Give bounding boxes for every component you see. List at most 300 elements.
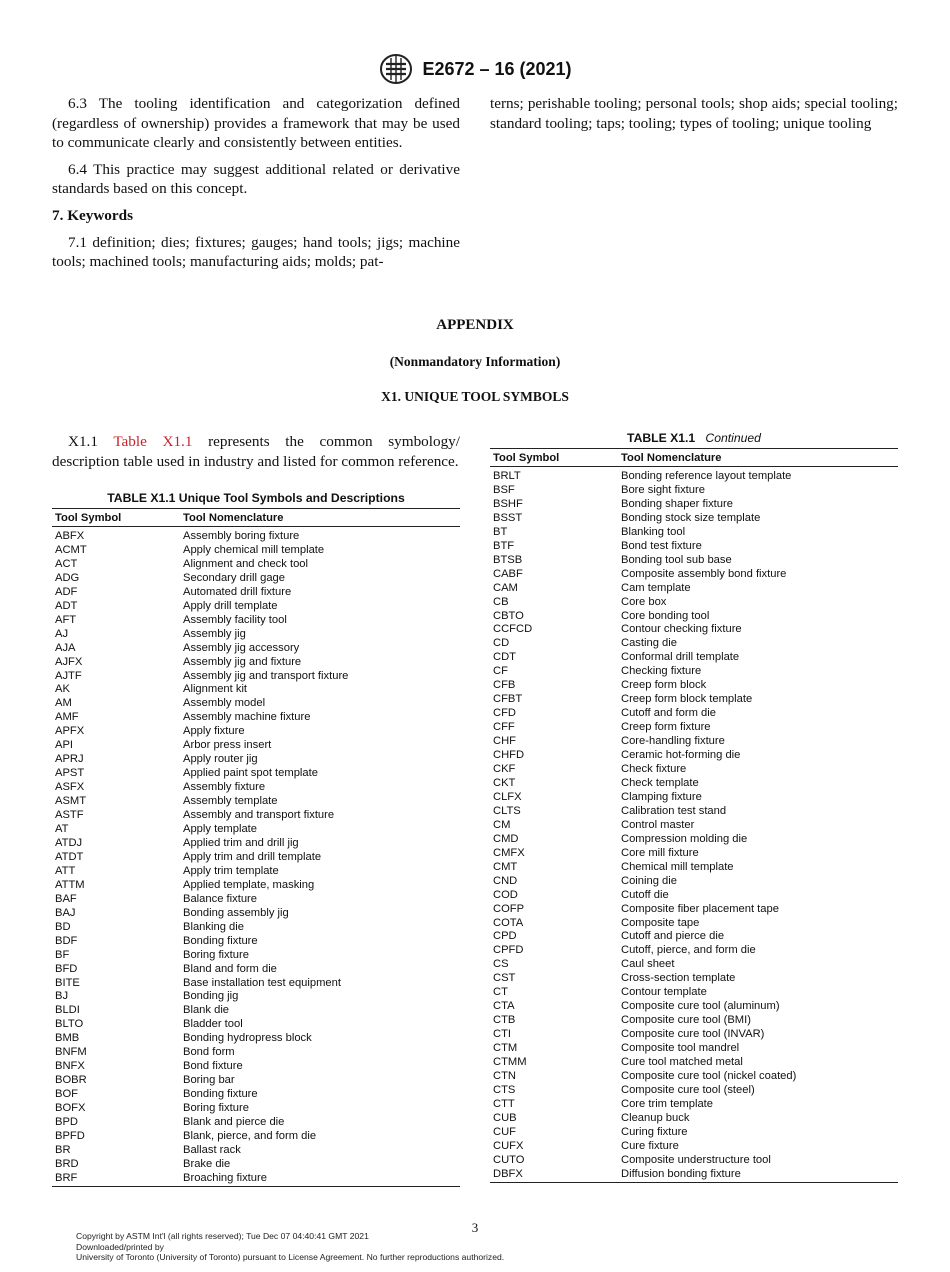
tool-symbol-cell: ASFX — [55, 781, 85, 794]
tool-nomenclature-cell: Composite cure tool (aluminum) — [621, 1000, 780, 1013]
table-row — [490, 498, 898, 512]
tool-symbol-cell: COTA — [493, 916, 524, 929]
tool-symbol-cell: BNFM — [55, 1046, 87, 1059]
table-row — [52, 1088, 460, 1102]
table-row — [52, 711, 460, 725]
table-row — [490, 467, 898, 484]
tool-symbol-cell: BMB — [55, 1032, 80, 1045]
tool-symbol-cell: BFD — [55, 962, 78, 975]
table-row — [490, 1014, 898, 1028]
tool-symbol-cell: API — [55, 739, 74, 752]
tool-nomenclature-cell: Assembly jig and transport fixture — [183, 669, 349, 682]
tool-nomenclature-cell: Bore sight fixture — [621, 483, 705, 496]
table-row — [52, 907, 460, 921]
tool-symbol-cell: CPFD — [493, 944, 524, 957]
tool-symbol-cell: DBFX — [493, 1167, 523, 1180]
table-row — [490, 596, 898, 610]
tool-symbol-cell: ACT — [55, 557, 78, 570]
table-row — [490, 986, 898, 1000]
tool-nomenclature-cell: Composite tape — [621, 916, 700, 929]
tool-symbol-cell: CTT — [493, 1097, 515, 1110]
table-caption: TABLE X1.1 Unique Tool Symbols and Descriptions — [107, 491, 405, 505]
tool-nomenclature-cell: Cutoff, pierce, and form die — [621, 944, 756, 957]
table-caption-label: TABLE X1.1 — [627, 431, 696, 445]
tool-nomenclature-cell: Bladder tool — [183, 1018, 243, 1031]
table-row — [52, 1144, 460, 1158]
tool-symbol-cell: BNFX — [55, 1060, 85, 1073]
table-row — [52, 1130, 460, 1144]
table-row — [490, 917, 898, 931]
tool-nomenclature-cell: Applied template, masking — [183, 878, 315, 891]
table-row — [490, 791, 898, 805]
table-row — [490, 1070, 898, 1084]
table-row — [52, 767, 460, 781]
appendix-title: APPENDIX — [436, 317, 514, 333]
table-row — [52, 572, 460, 586]
column-header-tool-symbol: Tool Symbol — [490, 449, 618, 467]
tool-symbol-cell: COFP — [493, 902, 525, 915]
tool-symbol-cell: COD — [493, 888, 518, 901]
table-row — [490, 582, 898, 596]
tool-symbol-cell: CTMM — [493, 1056, 527, 1069]
table-row — [490, 1098, 898, 1112]
tool-symbol-cell: ABFX — [55, 530, 85, 542]
tool-nomenclature-cell: Cutoff and pierce die — [621, 930, 725, 943]
table-row — [52, 683, 460, 697]
tool-nomenclature-cell: Calibration test stand — [621, 804, 727, 817]
tool-symbol-cell: ATT — [55, 864, 76, 877]
tool-symbol-cell: ASMT — [55, 795, 87, 808]
tool-symbol-cell: BDF — [55, 934, 78, 947]
tool-nomenclature-cell: Composite cure tool (INVAR) — [621, 1028, 765, 1041]
tool-nomenclature-cell: Caul sheet — [621, 958, 675, 971]
tool-symbol-cell: BPFD — [55, 1129, 85, 1142]
page-number: 3 — [471, 1220, 479, 1235]
tool-nomenclature-cell: Ceramic hot-forming die — [621, 749, 741, 762]
table-row — [52, 851, 460, 865]
tool-symbol-cell: ASTF — [55, 809, 84, 822]
tool-nomenclature-cell: Boring bar — [183, 1074, 235, 1087]
tool-nomenclature-cell: Composite understructure tool — [621, 1153, 771, 1166]
tool-symbol-cell: BAF — [55, 892, 77, 905]
table-row — [52, 739, 460, 753]
tool-nomenclature-cell: Cam template — [621, 581, 691, 594]
footer-line-license: University of Toronto (University of Toronto) pursuant to License Agreement. No further reproductions authorized. — [76, 1252, 505, 1263]
tool-symbol-cell: CND — [493, 874, 518, 887]
tool-nomenclature-cell: Apply fixture — [183, 725, 245, 738]
tool-symbol-cell: CMFX — [493, 846, 525, 859]
table-row — [490, 1084, 898, 1098]
appendix-subtitle: (Nonmandatory Information) — [389, 354, 561, 369]
tool-symbol-cell: ATTM — [55, 878, 85, 891]
keywords-heading: 7. Keywords — [52, 206, 133, 224]
table-row — [52, 1046, 460, 1060]
tool-nomenclature-cell: Bonding jig — [183, 990, 239, 1003]
tool-symbol-cell: BF — [55, 948, 70, 961]
tool-nomenclature-cell: Assembly jig accessory — [183, 641, 300, 654]
tool-nomenclature-cell: Apply router jig — [183, 753, 258, 766]
tool-symbol-cell: AJ — [55, 627, 69, 640]
tool-nomenclature-cell: Apply drill template — [183, 599, 278, 612]
tool-nomenclature-cell: Alignment kit — [183, 683, 248, 696]
table-row — [490, 1126, 898, 1140]
tool-symbol-cell: ADG — [55, 571, 80, 584]
tool-symbol-cell: CKT — [493, 776, 516, 789]
table-row — [490, 777, 898, 791]
tool-symbol-cell: CUFX — [493, 1139, 524, 1152]
tool-symbol-cell: CMD — [493, 832, 519, 845]
table-row — [52, 990, 460, 1004]
tool-symbol-cell: BSF — [493, 483, 515, 496]
tool-nomenclature-cell: Check fixture — [621, 763, 687, 776]
table-row — [490, 875, 898, 889]
table-row — [52, 614, 460, 628]
tool-nomenclature-cell: Cleanup buck — [621, 1111, 690, 1124]
tool-symbol-cell: BLTO — [55, 1018, 84, 1031]
tool-nomenclature-cell: Creep form fixture — [621, 721, 711, 734]
paragraph-x1-1 — [52, 432, 460, 471]
tool-nomenclature-cell: Bonding hydropress block — [183, 1032, 312, 1045]
table-row — [490, 889, 898, 903]
paragraph-7-1-continued: terns; perishable tooling; personal tools; shop aids; special tooling; standard tooling; taps; tooling; types of tooling; unique tooling — [490, 95, 898, 132]
table-row — [52, 1172, 460, 1186]
tool-nomenclature-cell: Creep form block — [621, 679, 707, 692]
tool-nomenclature-cell: Cure tool matched metal — [621, 1056, 743, 1069]
tool-nomenclature-cell: Blanking tool — [621, 525, 686, 538]
tool-nomenclature-cell: Apply chemical mill template — [183, 543, 325, 556]
tool-symbol-cell: BOBR — [55, 1074, 87, 1087]
table-row — [490, 526, 898, 540]
footer-line-copyright: Copyright by ASTM Int'l (all rights reserved); Tue Dec 07 04:40:41 GMT 2021 — [76, 1231, 369, 1241]
tool-symbol-cell: CS — [493, 958, 509, 971]
tool-symbol-cell: CBTO — [493, 609, 524, 622]
tool-symbol-cell: BAJ — [55, 906, 76, 919]
tool-nomenclature-cell: Bonding fixture — [183, 934, 258, 947]
table-row — [490, 930, 898, 944]
tool-symbol-cell: CST — [493, 972, 516, 985]
tool-symbol-cell: CTA — [493, 1000, 515, 1013]
tool-symbol-cell: CF — [493, 665, 508, 678]
tool-symbol-cell: BRD — [55, 1157, 79, 1170]
tool-nomenclature-cell: Assembly boring fixture — [183, 530, 300, 542]
table-row — [490, 1140, 898, 1154]
tool-nomenclature-cell: Contour checking fixture — [621, 623, 742, 636]
copyright-footer — [76, 1231, 504, 1263]
tool-symbol-cell: BTF — [493, 539, 515, 552]
table-row — [52, 921, 460, 935]
table-row — [490, 665, 898, 679]
x1-1-prefix: X1.1 — [68, 433, 114, 450]
tool-symbol-cell: CPD — [493, 930, 517, 943]
table-row — [52, 725, 460, 739]
tool-nomenclature-cell: Blank, pierce, and form die — [183, 1129, 317, 1142]
table-row — [52, 544, 460, 558]
tool-symbol-cell: APRJ — [55, 753, 84, 766]
tool-symbol-cell: BPD — [55, 1116, 79, 1129]
table-row — [490, 610, 898, 624]
table-row — [52, 865, 460, 879]
table-row — [52, 1018, 460, 1032]
tool-nomenclature-cell: Alignment and check tool — [183, 557, 309, 570]
tool-nomenclature-cell: Composite tool mandrel — [621, 1042, 740, 1055]
table-row — [52, 963, 460, 977]
tool-nomenclature-cell: Clamping fixture — [621, 790, 702, 803]
tool-nomenclature-cell: Assembly machine fixture — [183, 711, 311, 724]
tool-symbol-cell: CHF — [493, 735, 516, 748]
tool-nomenclature-cell: Conformal drill template — [621, 651, 740, 664]
tool-symbol-cell: CFB — [493, 679, 516, 692]
column-header-tool-nomenclature: Tool Nomenclature — [180, 509, 460, 527]
tool-nomenclature-cell: Bond form — [183, 1046, 235, 1059]
footer-line-downloaded: Downloaded/printed by — [76, 1241, 164, 1252]
table-row — [490, 707, 898, 721]
table-row — [52, 558, 460, 572]
tool-nomenclature-cell: Blanking die — [183, 920, 244, 933]
tool-symbol-cell: CAM — [493, 581, 518, 594]
table-row — [52, 1116, 460, 1130]
column-header-tool-symbol: Tool Symbol — [52, 509, 180, 527]
tool-symbol-cell: CTB — [493, 1014, 516, 1027]
table-row — [52, 1004, 460, 1018]
table-row — [490, 1112, 898, 1126]
tool-symbol-cell: AJTF — [55, 669, 82, 682]
table-row — [490, 568, 898, 582]
paragraph-6-3: 6.3 The tooling identification and categorization defined (regardless of ownership) provides a framework that may be used to communicate clearly and consistently between entities. — [52, 95, 460, 152]
table-row — [490, 484, 898, 498]
section-x1-heading: X1. UNIQUE TOOL SYMBOLS — [381, 389, 569, 404]
tool-symbol-cell: CUB — [493, 1111, 517, 1124]
tool-symbol-cell: BOF — [55, 1088, 78, 1101]
tool-symbol-cell: BRLT — [493, 470, 521, 482]
table-row — [52, 781, 460, 795]
tool-nomenclature-cell: Composite cure tool (steel) — [621, 1083, 755, 1096]
table-row — [52, 893, 460, 907]
tool-nomenclature-cell: Creep form block template — [621, 693, 753, 706]
tool-symbol-cell: AFT — [55, 613, 77, 626]
tool-symbol-cell: ACMT — [55, 543, 87, 556]
tool-nomenclature-cell: Secondary drill gage — [183, 571, 285, 584]
tool-nomenclature-cell: Assembly fixture — [183, 781, 266, 794]
tool-nomenclature-cell: Bland and form die — [183, 962, 277, 975]
table-row — [52, 949, 460, 963]
table-caption-continued — [490, 430, 898, 446]
tool-nomenclature-cell: Compression molding die — [621, 832, 748, 845]
tool-symbol-cell: AK — [55, 683, 70, 696]
tool-symbol-cell: CD — [493, 637, 510, 650]
tool-symbol-cell: BD — [55, 920, 71, 933]
table-row — [52, 642, 460, 656]
tool-symbol-cell: CDT — [493, 651, 516, 664]
table-row — [490, 833, 898, 847]
table-row — [490, 1042, 898, 1056]
table-row — [52, 753, 460, 767]
tool-nomenclature-cell: Brake die — [183, 1157, 231, 1170]
table-row — [490, 735, 898, 749]
table-row — [490, 763, 898, 777]
tool-nomenclature-cell: Contour template — [621, 986, 707, 999]
tool-symbol-cell: CTI — [493, 1028, 512, 1041]
right-text-column — [490, 94, 898, 140]
tool-symbol-cell: CLTS — [493, 804, 521, 817]
tool-nomenclature-cell: Casting die — [621, 637, 677, 650]
table-row — [52, 935, 460, 949]
standard-designation: E2672 – 16 (2021) — [422, 58, 572, 79]
tool-symbol-cell: APST — [55, 767, 85, 780]
tool-nomenclature-cell: Bonding assembly jig — [183, 906, 289, 919]
table-row — [490, 512, 898, 526]
table-row — [52, 1032, 460, 1046]
tool-nomenclature-cell: Core mill fixture — [621, 846, 699, 859]
tool-symbol-cell: CCFCD — [493, 623, 533, 636]
table-row — [490, 958, 898, 972]
tool-nomenclature-cell: Automated drill fixture — [183, 585, 292, 598]
left-text-column — [52, 94, 460, 279]
table-x1-1-right — [490, 430, 898, 1183]
tool-nomenclature-cell: Boring fixture — [183, 1102, 249, 1115]
tool-symbol-cell: CTM — [493, 1042, 518, 1055]
tool-nomenclature-cell: Apply trim and drill template — [183, 850, 322, 863]
tool-symbol-cell: CUTO — [493, 1153, 525, 1166]
tool-nomenclature-cell: Blank and pierce die — [183, 1116, 285, 1129]
table-caption-continued-label: Continued — [705, 431, 761, 445]
table-row — [490, 847, 898, 861]
tool-symbol-cell: BRF — [55, 1171, 78, 1184]
table-row — [490, 1168, 898, 1182]
tool-nomenclature-cell: Composite assembly bond fixture — [621, 567, 787, 580]
tool-nomenclature-cell: Broaching fixture — [183, 1171, 267, 1184]
tool-symbol-cell: ADF — [55, 585, 78, 598]
tool-nomenclature-cell: Assembly model — [183, 697, 266, 710]
tool-nomenclature-cell: Cure fixture — [621, 1139, 679, 1152]
table-row — [490, 1028, 898, 1042]
tool-nomenclature-cell: Core box — [621, 595, 667, 608]
tool-symbol-cell: AT — [55, 823, 69, 836]
paragraph-7-1: 7.1 definition; dies; fixtures; gauges; hand tools; jigs; machine tools; machined tools; manufacturing aids; molds; pat- — [52, 233, 460, 271]
table-row — [490, 637, 898, 651]
table-row — [490, 1154, 898, 1168]
tool-symbol-cell: CABF — [493, 567, 523, 580]
tool-symbol-cell: BITE — [55, 976, 80, 989]
tool-symbol-cell: CMT — [493, 860, 518, 873]
tool-symbol-cell: BSHF — [493, 497, 523, 510]
tool-nomenclature-cell: Coining die — [621, 874, 677, 887]
table-row — [490, 819, 898, 833]
table-row — [52, 1102, 460, 1116]
table-row — [490, 721, 898, 735]
tool-symbol-cell: BOFX — [55, 1102, 86, 1115]
astm-logo-icon — [378, 53, 414, 85]
tool-symbol-cell: ATDJ — [55, 836, 83, 849]
tool-symbol-cell: CM — [493, 818, 511, 831]
table-row — [52, 823, 460, 837]
tool-symbol-cell: CHFD — [493, 749, 525, 762]
tool-symbol-cell: BR — [55, 1143, 71, 1156]
tool-nomenclature-cell: Core bonding tool — [621, 609, 710, 622]
table-row — [490, 805, 898, 819]
table-row — [52, 697, 460, 711]
tool-nomenclature-cell: Cross-section template — [621, 972, 736, 985]
tool-nomenclature-cell: Cutoff die — [621, 888, 669, 901]
paragraph-6-4: 6.4 This practice may suggest additional related or derivative standards based on this concept. — [52, 160, 460, 198]
table-row — [490, 861, 898, 875]
table-row — [52, 527, 460, 544]
tool-nomenclature-cell: Core-handling fixture — [621, 735, 725, 748]
tool-nomenclature-cell: Bonding tool sub base — [621, 553, 732, 566]
tool-symbol-cell: CFD — [493, 707, 516, 720]
tool-nomenclature-cell: Blank die — [183, 1004, 230, 1017]
tool-nomenclature-cell: Diffusion bonding fixture — [621, 1167, 741, 1180]
table-row — [52, 1060, 460, 1074]
tool-symbol-cell: CB — [493, 595, 509, 608]
tool-nomenclature-cell: Assembly template — [183, 795, 278, 808]
table-row — [490, 651, 898, 665]
table-row — [490, 972, 898, 986]
tool-symbol-cell: CTS — [493, 1083, 516, 1096]
tool-symbol-cell: AM — [55, 697, 72, 710]
tool-nomenclature-cell: Assembly facility tool — [183, 613, 287, 626]
table-row — [52, 1158, 460, 1172]
tool-symbol-cell: BJ — [55, 990, 69, 1003]
tool-nomenclature-cell: Bonding shaper fixture — [621, 497, 733, 510]
table-row — [52, 670, 460, 684]
tool-nomenclature-cell: Control master — [621, 818, 695, 831]
tool-nomenclature-cell: Apply template — [183, 823, 258, 836]
table-row — [52, 977, 460, 991]
tool-symbol-cell: CT — [493, 986, 508, 999]
table-row — [490, 679, 898, 693]
tool-nomenclature-cell: Composite cure tool (BMI) — [621, 1014, 751, 1027]
tool-nomenclature-cell: Assembly jig — [183, 627, 246, 640]
tool-nomenclature-cell: Apply trim template — [183, 864, 279, 877]
tool-nomenclature-cell: Composite cure tool (nickel coated) — [621, 1069, 797, 1082]
column-header-tool-nomenclature: Tool Nomenclature — [618, 449, 898, 467]
x1-1-text: represents the common symbology/ description table used in industry and listed for common reference. — [52, 433, 460, 470]
tool-nomenclature-cell: Bonding stock size template — [621, 511, 761, 524]
tool-nomenclature-cell: Bonding fixture — [183, 1088, 258, 1101]
tool-symbol-cell: BSST — [493, 511, 523, 524]
tool-nomenclature-cell: Base installation test equipment — [183, 976, 341, 989]
table-row — [52, 586, 460, 600]
tool-nomenclature-cell: Curing fixture — [621, 1125, 688, 1138]
tool-nomenclature-cell: Arbor press insert — [183, 739, 272, 752]
tool-symbol-cell: ADT — [55, 599, 78, 612]
tool-nomenclature-cell: Assembly and transport fixture — [183, 809, 335, 822]
table-row — [52, 837, 460, 851]
tool-symbol-cell: ATDT — [55, 850, 84, 863]
tool-symbol-cell: CUF — [493, 1125, 516, 1138]
tool-nomenclature-cell: Check template — [621, 776, 699, 789]
tool-symbol-cell: BTSB — [493, 553, 523, 566]
table-row — [52, 879, 460, 893]
tool-symbol-cell: AJFX — [55, 655, 83, 668]
tool-nomenclature-cell: Bond fixture — [183, 1060, 243, 1073]
tool-nomenclature-cell: Checking fixture — [621, 665, 702, 678]
tool-nomenclature-cell: Boring fixture — [183, 948, 249, 961]
table-row — [490, 540, 898, 554]
table-row — [490, 1000, 898, 1014]
table-x1-1-link[interactable]: Table X1.1 — [113, 433, 193, 450]
tool-nomenclature-cell: Chemical mill template — [621, 860, 734, 873]
table-row — [490, 554, 898, 568]
tool-nomenclature-cell: Balance fixture — [183, 892, 258, 905]
table-row — [52, 628, 460, 642]
table-row — [490, 1056, 898, 1070]
tool-symbol-cell: CTN — [493, 1069, 516, 1082]
table-x1-1-left — [52, 490, 460, 1187]
tool-symbol-cell: CKF — [493, 763, 516, 776]
table-row — [490, 623, 898, 637]
table-row — [52, 656, 460, 670]
